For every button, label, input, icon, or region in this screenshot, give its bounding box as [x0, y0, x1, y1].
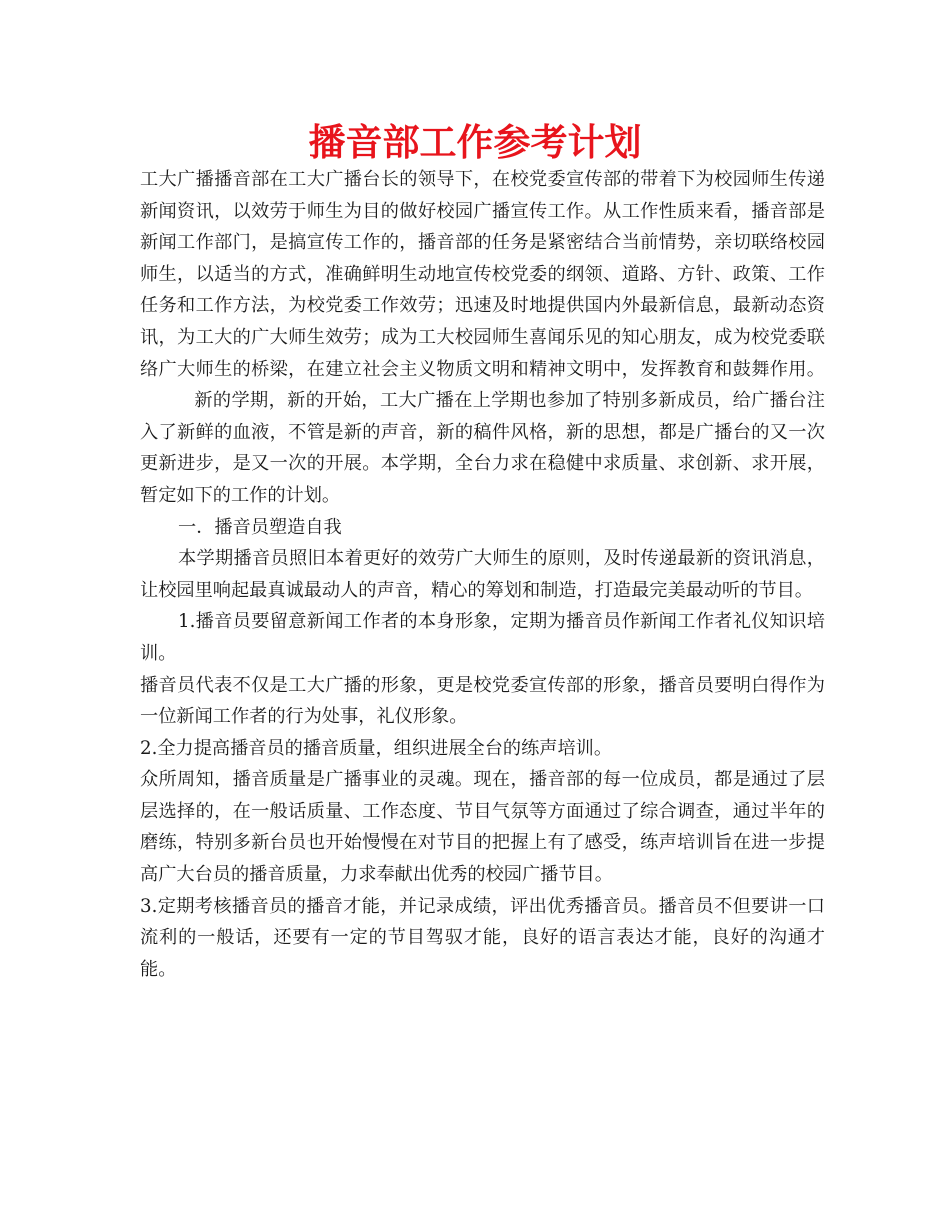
section1-heading: 一．播音员塑造自我: [178, 516, 342, 538]
intro-paragraph: [140, 164, 825, 512]
item1-heading: 1.播音员要留意新闻工作者的本身形象，定期为播音员作新闻工作者礼仪知识培训。: [140, 611, 825, 664]
document-title: 播音部工作参考计划: [308, 121, 642, 164]
intro-text-part1: 工大广播播音部在工大广播台长的领导下，在校党委宣传部的带着下为校园师生传递新闻资讯，以效劳于师生为目的做好校园广播宣传工作。从工作性质来看，播音部是新闻工作部门，是搞宣传工作的，播音部的任务是紧密结合当前情势，亲切联络校园师生，以适当的方式，准确鲜明生动地宣传校党委的纲领、道路、方针、政策、工作任务和工作方法，为校党委工作效劳；迅速及时地提供国内外最新信息，最新动态资讯，为工大的广大师生效劳；成为工大校园师生喜闻乐见的知心朋友，成为校党委联络广大师生的桥梁，在建立社会主义物质文明和精神文明中，发挥教育和鼓舞作用。: [140, 169, 825, 380]
item3-paragraph: 3.定期考核播音员的播音才能，并记录成绩，评出优秀播音员。播音员不但要讲一口流利的一般话，还要有一定的节目驾驭才能，良好的语言表达才能，良好的沟通才能。: [140, 895, 825, 980]
item2-heading: 2.全力提高播音员的播音质量，组织进展全台的练声培训。: [140, 737, 613, 759]
document-body: [140, 164, 825, 985]
intro-text-part2: 新的学期，新的开始，工大广播在上学期也参加了特别多新成员，给广播台注入了新鲜的血液，不管是新的声音，新的稿件风格，新的思想，都是广播台的又一次更新进步，是又一次的开展。本学期，全台力求在稳健中求质量、求创新、求开展，暂定如下的工作的计划。: [140, 390, 825, 506]
item1-paragraph: 播音员代表不仅是工大广播的形象，更是校党委宣传部的形象，播音员要明白得作为一位新闻工作者的行为处事，礼仪形象。: [140, 674, 825, 728]
item2-paragraph: 众所周知，播音质量是广播事业的灵魂。现在，播音部的每一位成员，都是通过了层层选择的，在一般话质量、工作态度、节目气氛等方面通过了综合调查，通过半年的磨练，特别多新台员也开始慢慢在对节目的把握上有了感受，练声培训旨在进一步提高广大台员的播音质量，力求奉献出优秀的校园广播节目。: [140, 769, 825, 886]
section1-paragraph: 本学期播音员照旧本着更好的效劳广大师生的原则，及时传递最新的资讯消息，让校园里响起最真诚最动人的声音，精心的筹划和制造，打造最完美最动听的节目。: [140, 548, 825, 601]
